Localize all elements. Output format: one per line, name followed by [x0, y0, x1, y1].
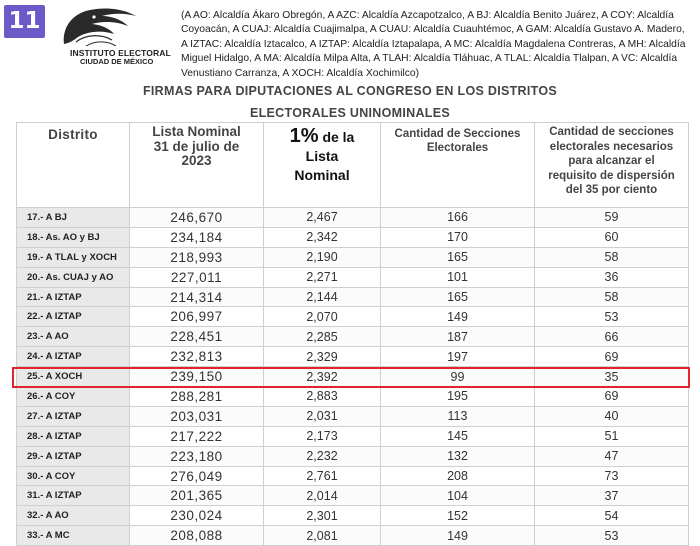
cell-distrito: 24.- A IZTAP	[17, 347, 130, 367]
cell-necesarias: 53	[535, 307, 689, 327]
cell-distrito: 18.- As. AO y BJ	[17, 227, 130, 247]
header-distrito: Distrito	[17, 123, 130, 208]
cell-pct: 2,761	[264, 466, 381, 486]
cell-necesarias: 53	[535, 526, 689, 546]
cell-lista: 232,813	[130, 347, 264, 367]
cell-pct: 2,031	[264, 406, 381, 426]
cell-distrito: 32.- A AO	[17, 506, 130, 526]
table-row	[17, 327, 689, 347]
table-row	[17, 208, 689, 228]
cell-pct: 2,285	[264, 327, 381, 347]
cell-necesarias: 66	[535, 327, 689, 347]
cell-secciones: 145	[381, 426, 535, 446]
iecm-logo	[56, 4, 171, 70]
abbreviations-legend: (A AO: Alcaldía Ákaro Obregón, A AZC: Alcaldía Azcapotzalco, A BJ: Alcaldía Benito Juárez, A COY: Alcaldía Coyoacán, A CUAJ: Alcaldía Cuajimalpa, A CUAU: Alcaldía Cuauhtémoc, A GAM: Alcaldía Gustavo A. Madero, A IZTAC: Alcaldía Iztacalco, A IZTAP: Alcaldía Iztapalapa, A MC: Alcaldía Magdalena Contreras, A MH: Alcaldía Miguel Hidalgo, A MA: Alcaldía Milpa Alta, A TLAH: Alcaldía Tláhuac, A TLAL: Alcaldía Tlalpan, A VC: Alcaldía Venustiano Carranza, A XOCH: Alcaldía Xochimilco)	[181, 10, 686, 79]
cell-distrito: 27.- A IZTAP	[17, 406, 130, 426]
cell-necesarias: 73	[535, 466, 689, 486]
cell-distrito: 26.- A COY	[17, 387, 130, 407]
cell-distrito: 30.- A COY	[17, 466, 130, 486]
logo-text-line2: CIUDAD DE MÉXICO	[80, 57, 154, 66]
table-row	[17, 426, 689, 446]
cell-distrito: 25.- A XOCH	[17, 367, 130, 387]
cell-pct: 2,883	[264, 387, 381, 407]
cell-lista: 203,031	[130, 406, 264, 426]
cell-distrito: 23.- A AO	[17, 327, 130, 347]
table-row	[17, 227, 689, 247]
cell-lista: 234,184	[130, 227, 264, 247]
cell-secciones: 152	[381, 506, 535, 526]
cell-secciones: 187	[381, 327, 535, 347]
header-lista-nominal: Lista Nominal 31 de julio de 2023	[130, 123, 264, 208]
cell-distrito: 29.- A IZTAP	[17, 446, 130, 466]
cell-distrito: 21.- A IZTAP	[17, 287, 130, 307]
table-header-row	[17, 123, 689, 208]
cell-pct: 2,014	[264, 486, 381, 506]
cell-lista: 288,281	[130, 387, 264, 407]
cell-lista: 217,222	[130, 426, 264, 446]
cell-secciones: 132	[381, 446, 535, 466]
cell-necesarias: 47	[535, 446, 689, 466]
cell-secciones: 195	[381, 387, 535, 407]
cell-necesarias: 35	[535, 367, 689, 387]
cell-secciones: 104	[381, 486, 535, 506]
cell-secciones: 149	[381, 307, 535, 327]
cell-distrito: 31.- A IZTAP	[17, 486, 130, 506]
cell-secciones: 165	[381, 247, 535, 267]
cell-necesarias: 59	[535, 208, 689, 228]
cell-necesarias: 58	[535, 287, 689, 307]
cell-secciones: 208	[381, 466, 535, 486]
header-secciones: Cantidad de Secciones Electorales	[381, 123, 535, 208]
table-row	[17, 466, 689, 486]
table-row-highlighted	[17, 387, 689, 407]
cell-pct: 2,329	[264, 347, 381, 367]
cell-secciones: 113	[381, 406, 535, 426]
cell-lista: 218,993	[130, 247, 264, 267]
cell-secciones: 166	[381, 208, 535, 228]
cell-distrito: 20.- As. CUAJ y AO	[17, 267, 130, 287]
table-row	[17, 287, 689, 307]
table-row	[17, 247, 689, 267]
cell-secciones: 101	[381, 267, 535, 287]
cell-pct: 2,173	[264, 426, 381, 446]
cell-lista: 276,049	[130, 466, 264, 486]
table-row	[17, 406, 689, 426]
cell-lista: 201,365	[130, 486, 264, 506]
cell-distrito: 28.- A IZTAP	[17, 426, 130, 446]
table-title-line1: FIRMAS PARA DIPUTACIONES AL CONGRESO EN LOS DISTRITOS	[142, 84, 558, 98]
cell-pct: 2,070	[264, 307, 381, 327]
cell-lista: 246,670	[130, 208, 264, 228]
logo-text-line1: INSTITUTO ELECTORAL	[70, 48, 171, 58]
cell-pct: 2,144	[264, 287, 381, 307]
cell-necesarias: 60	[535, 227, 689, 247]
cell-pct: 2,232	[264, 446, 381, 466]
cell-distrito: 33.- A MC	[17, 526, 130, 546]
cell-distrito: 17.- A BJ	[17, 208, 130, 228]
cell-necesarias: 69	[535, 387, 689, 407]
cell-necesarias: 37	[535, 486, 689, 506]
eagle-logo-icon	[56, 4, 171, 50]
cell-distrito: 19.- A TLAL y XOCH	[17, 247, 130, 267]
cell-secciones: 99	[381, 367, 535, 387]
table-row	[17, 367, 689, 387]
table-row	[17, 446, 689, 466]
table-row	[17, 486, 689, 506]
cell-lista: 230,024	[130, 506, 264, 526]
cell-lista: 228,451	[130, 327, 264, 347]
cell-necesarias: 51	[535, 426, 689, 446]
cell-pct: 2,467	[264, 208, 381, 228]
cell-necesarias: 54	[535, 506, 689, 526]
cell-lista: 206,997	[130, 307, 264, 327]
cell-pct: 2,301	[264, 506, 381, 526]
cell-pct: 2,190	[264, 247, 381, 267]
cell-necesarias: 58	[535, 247, 689, 267]
cell-secciones: 197	[381, 347, 535, 367]
cell-pct: 2,271	[264, 267, 381, 287]
cell-necesarias: 69	[535, 347, 689, 367]
cell-lista: 208,088	[130, 526, 264, 546]
table-row	[17, 307, 689, 327]
cell-necesarias: 40	[535, 406, 689, 426]
table-title-line2: ELECTORALES UNINOMINALES	[249, 106, 451, 120]
table-row	[17, 347, 689, 367]
header-uno-por-ciento: 1% de la Lista Nominal	[264, 123, 381, 208]
cell-necesarias: 36	[535, 267, 689, 287]
signatures-table	[16, 122, 689, 546]
cell-secciones: 170	[381, 227, 535, 247]
cell-pct: 2,081	[264, 526, 381, 546]
cell-pct: 2,392	[264, 367, 381, 387]
cell-lista: 227,011	[130, 267, 264, 287]
cell-lista: 239,150	[130, 367, 264, 387]
cell-secciones: 149	[381, 526, 535, 546]
table-row	[17, 506, 689, 526]
cell-lista: 223,180	[130, 446, 264, 466]
cell-distrito: 22.- A IZTAP	[17, 307, 130, 327]
page-number-badge: 11	[4, 5, 45, 38]
cell-secciones: 165	[381, 287, 535, 307]
header-secciones-necesarias: Cantidad de secciones electorales necesarios para alcanzar el requisito de dispersión del 35 por ciento	[535, 123, 689, 208]
table-row	[17, 267, 689, 287]
table-row	[17, 526, 689, 546]
cell-pct: 2,342	[264, 227, 381, 247]
cell-lista: 214,314	[130, 287, 264, 307]
